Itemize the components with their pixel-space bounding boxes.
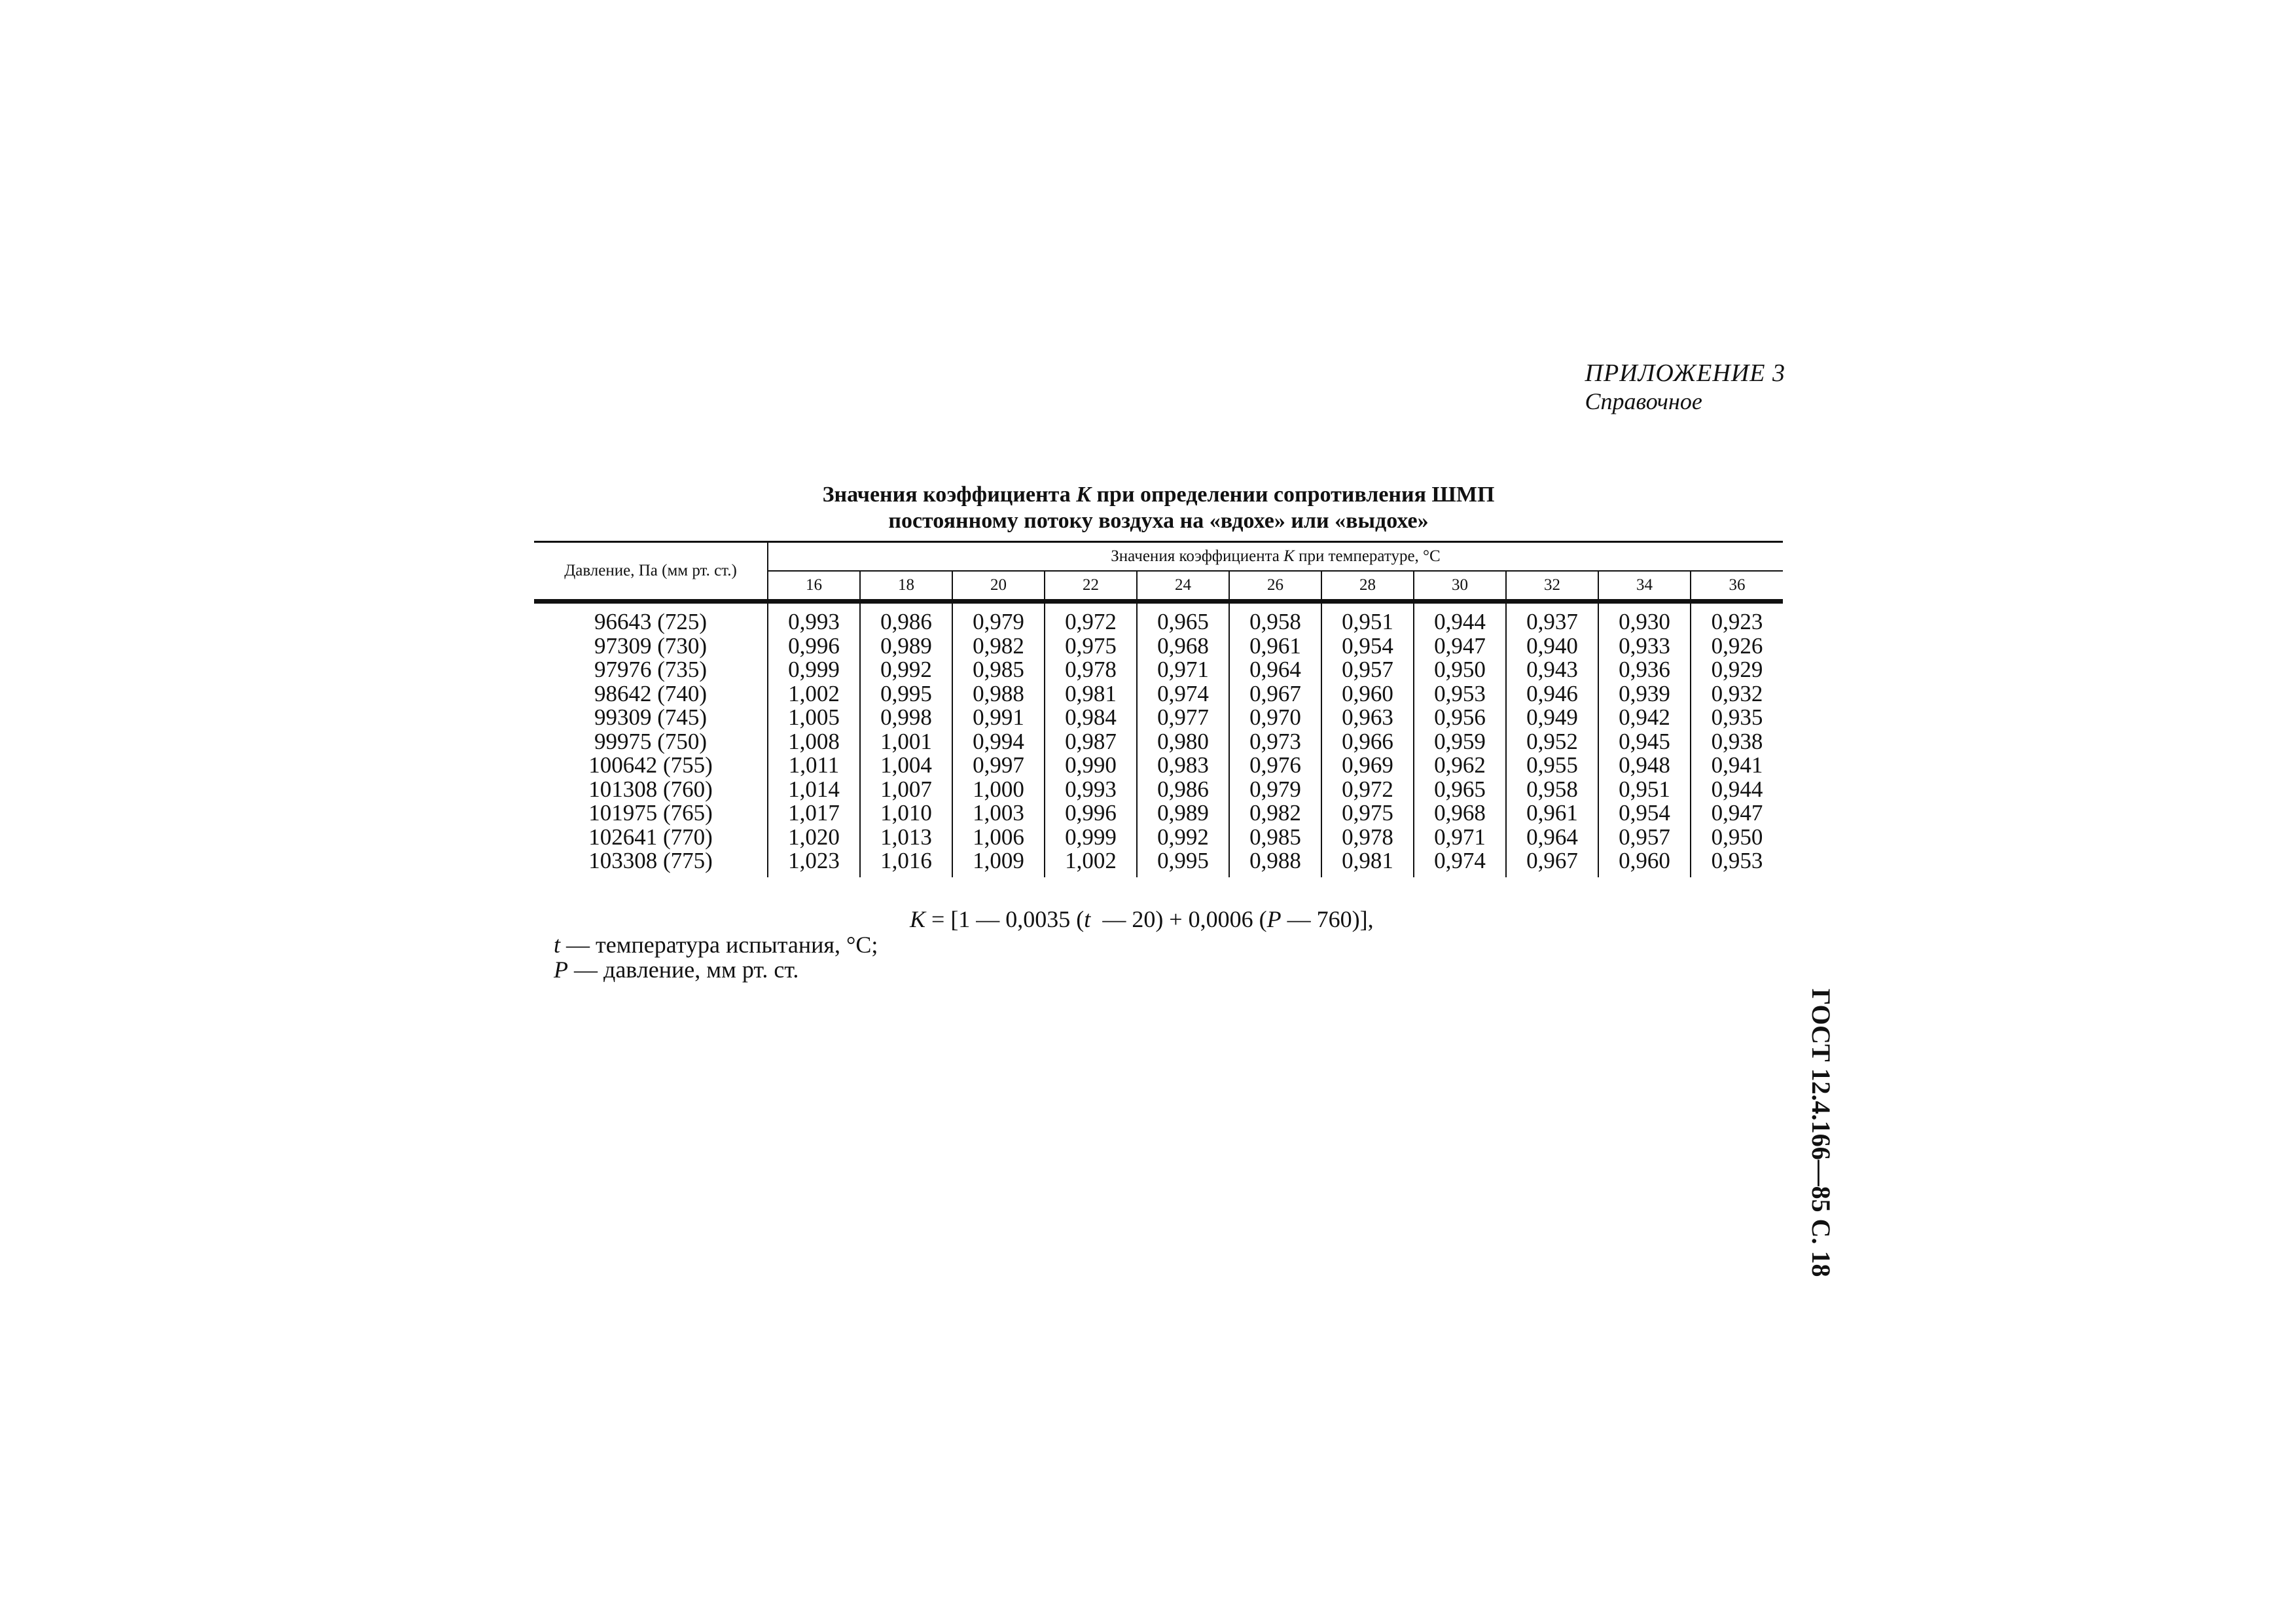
coefficient-cell: 0,977 xyxy=(1137,706,1229,730)
coefficient-cell: 0,944 xyxy=(1414,602,1506,634)
coefficient-cell: 0,954 xyxy=(1321,634,1414,659)
coefficient-cell: 0,982 xyxy=(952,634,1045,659)
coefficient-cell: 0,929 xyxy=(1691,658,1783,682)
table-body xyxy=(534,602,1783,877)
coefficient-cell: 0,981 xyxy=(1321,849,1414,877)
coefficient-cell: 0,953 xyxy=(1691,849,1783,877)
coefficient-cell: 0,978 xyxy=(1045,658,1137,682)
temperature-group-header: Значения коэффициента K при температуре, °С xyxy=(768,542,1783,572)
formula-legend xyxy=(554,932,878,982)
coefficient-cell: 0,978 xyxy=(1321,826,1414,850)
coefficient-cell: 1,009 xyxy=(952,849,1045,877)
coefficient-cell: 0,943 xyxy=(1506,658,1598,682)
coefficient-cell: 0,953 xyxy=(1414,682,1506,706)
coefficient-cell: 1,014 xyxy=(768,778,860,802)
temperature-header-cell: 34 xyxy=(1598,571,1691,602)
coefficient-cell: 0,967 xyxy=(1229,682,1321,706)
pressure-cell: 102641 (770) xyxy=(588,824,713,850)
coefficient-cell: 1,020 xyxy=(768,826,860,850)
table-row xyxy=(534,682,1783,706)
coefficient-cell: 0,935 xyxy=(1691,706,1783,730)
coefficient-cell: 0,960 xyxy=(1598,849,1691,877)
standard-page-code: ГОСТ 12.4.166—85 С. 18 xyxy=(1806,989,1836,1277)
coefficient-cell: 0,965 xyxy=(1414,778,1506,802)
coefficient-cell: 0,993 xyxy=(768,602,860,634)
coefficient-cell: 0,974 xyxy=(1137,682,1229,706)
coefficient-cell: 0,998 xyxy=(860,706,952,730)
appendix-subtitle: Справочное xyxy=(1585,388,1702,414)
coefficient-cell: 0,965 xyxy=(1137,602,1229,634)
coefficient-cell: 0,967 xyxy=(1506,849,1598,877)
table-row xyxy=(534,730,1783,754)
coefficient-cell: 0,995 xyxy=(860,682,952,706)
table-row xyxy=(534,658,1783,682)
coefficient-cell: 0,946 xyxy=(1506,682,1598,706)
pressure-cell: 99309 (745) xyxy=(594,704,708,730)
coefficient-cell: 0,961 xyxy=(1506,801,1598,826)
coefficient-cell: 0,974 xyxy=(1414,849,1506,877)
coefficient-cell: 1,002 xyxy=(1045,849,1137,877)
coefficient-cell: 0,993 xyxy=(1045,778,1137,802)
coefficient-cell: 0,972 xyxy=(1045,602,1137,634)
table-row xyxy=(534,706,1783,730)
coefficient-cell: 0,984 xyxy=(1045,706,1137,730)
coefficient-cell: 0,938 xyxy=(1691,730,1783,754)
coefficient-cell: 1,023 xyxy=(768,849,860,877)
pressure-cell: 103308 (775) xyxy=(588,848,713,873)
coefficient-cell: 0,956 xyxy=(1414,706,1506,730)
coefficient-cell: 0,992 xyxy=(860,658,952,682)
pressure-cell: 101308 (760) xyxy=(588,776,713,802)
coefficient-cell: 0,971 xyxy=(1137,658,1229,682)
coefficient-cell: 0,957 xyxy=(1321,658,1414,682)
coefficient-cell: 1,001 xyxy=(860,730,952,754)
coefficient-cell: 0,988 xyxy=(952,682,1045,706)
coefficient-cell: 0,995 xyxy=(1137,849,1229,877)
coefficient-cell: 1,003 xyxy=(952,801,1045,826)
table-row xyxy=(534,801,1783,826)
temperature-header-cell: 30 xyxy=(1414,571,1506,602)
coefficient-cell: 0,986 xyxy=(860,602,952,634)
coefficient-cell: 0,994 xyxy=(952,730,1045,754)
coefficient-cell: 0,961 xyxy=(1229,634,1321,659)
temperature-header-cell: 24 xyxy=(1137,571,1229,602)
coefficient-cell: 0,945 xyxy=(1598,730,1691,754)
table-row xyxy=(534,826,1783,850)
table-title xyxy=(537,482,1780,534)
pressure-cell: 101975 (765) xyxy=(588,800,713,826)
legend-item-pressure: P — давление, мм рт. ст. xyxy=(554,957,799,983)
coefficient-cell: 0,996 xyxy=(1045,801,1137,826)
coefficient-cell: 0,962 xyxy=(1414,754,1506,778)
coefficient-cell: 0,933 xyxy=(1598,634,1691,659)
coefficient-cell: 0,957 xyxy=(1598,826,1691,850)
formula: K = [1 — 0,0035 (t — 20) + 0,0006 (P — 760)], xyxy=(910,906,1374,932)
coefficient-cell: 0,940 xyxy=(1506,634,1598,659)
coefficient-cell: 0,985 xyxy=(1229,826,1321,850)
coefficient-cell: 1,011 xyxy=(768,754,860,778)
pressure-cell: 96643 (725) xyxy=(594,609,708,634)
coefficient-cell: 0,979 xyxy=(952,602,1045,634)
temperature-header-cell: 36 xyxy=(1691,571,1783,602)
coefficient-cell: 0,987 xyxy=(1045,730,1137,754)
coefficient-cell: 0,975 xyxy=(1321,801,1414,826)
table-row xyxy=(534,754,1783,778)
coefficient-cell: 0,936 xyxy=(1598,658,1691,682)
coefficient-cell: 0,959 xyxy=(1414,730,1506,754)
coefficient-cell: 0,947 xyxy=(1691,801,1783,826)
temperature-header-cell: 26 xyxy=(1229,571,1321,602)
coefficient-cell: 0,980 xyxy=(1137,730,1229,754)
coefficient-cell: 1,006 xyxy=(952,826,1045,850)
coefficient-cell: 0,958 xyxy=(1229,602,1321,634)
coefficient-cell: 0,973 xyxy=(1229,730,1321,754)
table-title-line-2: постоянному потоку воздуха на «вдохе» или «выдохе» xyxy=(888,509,1429,533)
coefficient-cell: 0,990 xyxy=(1045,754,1137,778)
coefficient-cell: 0,947 xyxy=(1414,634,1506,659)
coefficient-cell: 0,948 xyxy=(1598,754,1691,778)
coefficient-cell: 0,923 xyxy=(1691,602,1783,634)
coefficient-cell: 0,976 xyxy=(1229,754,1321,778)
pressure-cell: 99975 (750) xyxy=(594,728,708,754)
table-title-line-1: Значения коэффициента K при определении сопротивления ШМП xyxy=(822,483,1495,507)
coefficient-cell: 0,966 xyxy=(1321,730,1414,754)
pressure-cell: 97976 (735) xyxy=(594,657,708,682)
coefficient-cell: 0,949 xyxy=(1506,706,1598,730)
coefficient-cell: 0,955 xyxy=(1506,754,1598,778)
coefficient-cell: 1,005 xyxy=(768,706,860,730)
coefficient-cell: 0,982 xyxy=(1229,801,1321,826)
coefficient-cell: 0,951 xyxy=(1598,778,1691,802)
table-row xyxy=(534,634,1783,659)
coefficient-cell: 0,979 xyxy=(1229,778,1321,802)
coefficient-cell: 0,991 xyxy=(952,706,1045,730)
temperature-header-cell: 16 xyxy=(768,571,860,602)
temperature-header-cell: 28 xyxy=(1321,571,1414,602)
coefficient-cell: 1,016 xyxy=(860,849,952,877)
coefficient-cell: 0,989 xyxy=(1137,801,1229,826)
coefficient-cell: 0,983 xyxy=(1137,754,1229,778)
coefficient-cell: 0,969 xyxy=(1321,754,1414,778)
pressure-cell: 98642 (740) xyxy=(594,680,708,706)
appendix-label xyxy=(1585,359,1785,415)
coefficient-cell: 0,981 xyxy=(1045,682,1137,706)
coefficient-cell: 0,944 xyxy=(1691,778,1783,802)
coefficient-cell: 0,999 xyxy=(768,658,860,682)
coefficient-cell: 0,926 xyxy=(1691,634,1783,659)
coefficient-cell: 1,008 xyxy=(768,730,860,754)
coefficient-cell: 0,941 xyxy=(1691,754,1783,778)
coefficient-table xyxy=(534,541,1783,877)
coefficient-cell: 0,968 xyxy=(1137,634,1229,659)
table-row xyxy=(534,778,1783,802)
coefficient-cell: 0,960 xyxy=(1321,682,1414,706)
coefficient-cell: 0,937 xyxy=(1506,602,1598,634)
legend-item-temperature: t — температура испытания, °С; xyxy=(554,932,878,958)
coefficient-cell: 0,952 xyxy=(1506,730,1598,754)
coefficient-cell: 0,950 xyxy=(1414,658,1506,682)
coefficient-cell: 0,986 xyxy=(1137,778,1229,802)
coefficient-cell: 0,950 xyxy=(1691,826,1783,850)
coefficient-cell: 0,989 xyxy=(860,634,952,659)
coefficient-cell: 0,942 xyxy=(1598,706,1691,730)
coefficient-cell: 0,972 xyxy=(1321,778,1414,802)
coefficient-cell: 0,996 xyxy=(768,634,860,659)
coefficient-cell: 0,970 xyxy=(1229,706,1321,730)
coefficient-cell: 1,013 xyxy=(860,826,952,850)
coefficient-cell: 1,004 xyxy=(860,754,952,778)
coefficient-cell: 1,007 xyxy=(860,778,952,802)
coefficient-cell: 0,930 xyxy=(1598,602,1691,634)
coefficient-cell: 0,968 xyxy=(1414,801,1506,826)
coefficient-cell: 0,975 xyxy=(1045,634,1137,659)
coefficient-cell: 0,964 xyxy=(1506,826,1598,850)
coefficient-cell: 0,988 xyxy=(1229,849,1321,877)
coefficient-cell: 0,939 xyxy=(1598,682,1691,706)
coefficient-cell: 0,951 xyxy=(1321,602,1414,634)
coefficient-cell: 0,997 xyxy=(952,754,1045,778)
temperature-header-cell: 18 xyxy=(860,571,952,602)
coefficient-cell: 0,992 xyxy=(1137,826,1229,850)
pressure-cell: 100642 (755) xyxy=(588,752,713,778)
coefficient-cell: 0,932 xyxy=(1691,682,1783,706)
coefficient-cell: 1,017 xyxy=(768,801,860,826)
coefficient-cell: 0,958 xyxy=(1506,778,1598,802)
temperature-header-cell: 32 xyxy=(1506,571,1598,602)
coefficient-cell: 0,999 xyxy=(1045,826,1137,850)
table-row xyxy=(534,602,1783,634)
pressure-column-header: Давление, Па (мм рт. ст.) xyxy=(534,542,768,602)
temperature-header-cell: 22 xyxy=(1045,571,1137,602)
coefficient-cell: 0,954 xyxy=(1598,801,1691,826)
temperature-header-cell: 20 xyxy=(952,571,1045,602)
appendix-title: ПРИЛОЖЕНИЕ 3 xyxy=(1585,359,1785,387)
coefficient-cell: 0,971 xyxy=(1414,826,1506,850)
pressure-cell: 97309 (730) xyxy=(594,632,708,659)
coefficient-cell: 0,963 xyxy=(1321,706,1414,730)
coefficient-cell: 0,964 xyxy=(1229,658,1321,682)
table-row xyxy=(534,849,1783,877)
coefficient-cell: 1,000 xyxy=(952,778,1045,802)
coefficient-cell: 1,010 xyxy=(860,801,952,826)
coefficient-cell: 1,002 xyxy=(768,682,860,706)
coefficient-cell: 0,985 xyxy=(952,658,1045,682)
